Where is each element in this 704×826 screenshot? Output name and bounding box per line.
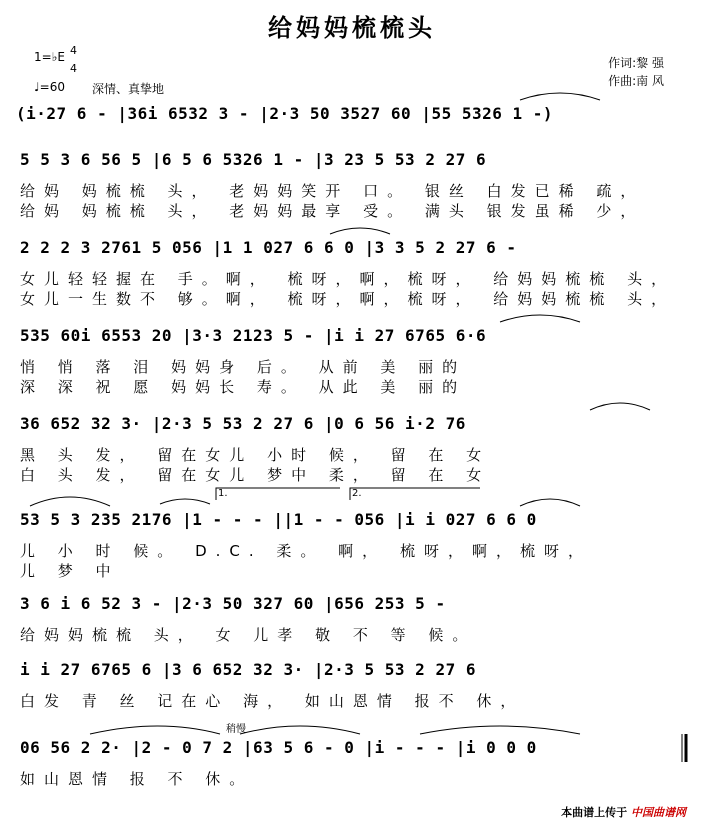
ritardando-mark: 稍慢 bbox=[226, 724, 246, 735]
notation-row-8: 06 56 2 2· |2 - 0 7 2 |63 5 6 - 0 |i - - - |i 0 0 0 bbox=[20, 738, 537, 757]
notation-row-3: 535 60i 6553 20 |3·3 2123 5 - |i i 27 6765 6·6 bbox=[20, 326, 487, 345]
lyric-row-1-verse-2: 给妈 妈梳梳 头， 老妈妈最享 受。 满头 银发虽稀 少， bbox=[20, 202, 645, 220]
ending-bracket bbox=[216, 488, 340, 500]
notation-row-7: i i 27 6765 6 |3 6 652 32 3· |2·3 5 53 2 27 6 bbox=[20, 660, 476, 679]
notation-row-2: 2 2 2 3 2761 5 056 |1 1 027 6 6 0 |3 3 5 2 27 6 - bbox=[20, 238, 517, 257]
slur bbox=[240, 726, 360, 734]
notation-row-intro: (i·27 6 - |36i 6532 3 - |2·3 50 3527 60 |55 5326 1 -) bbox=[16, 104, 554, 123]
tempo-marking: ♩=60 bbox=[34, 80, 65, 94]
notation-row-6: 3 6 i 6 52 3 - |2·3 50 327 60 |656 253 5 - bbox=[20, 594, 446, 613]
lyric-row-5-verse-1: 儿 小 时 候。 D.C. 柔。 啊， 梳呀，啊，梳呀， bbox=[20, 542, 592, 560]
footer-credit bbox=[561, 804, 686, 820]
expression-marking: 深情、真挚地 bbox=[92, 82, 165, 96]
first-ending-mark: 1. bbox=[218, 488, 228, 499]
slur bbox=[30, 497, 110, 506]
ending-bracket bbox=[350, 488, 480, 500]
second-ending-mark: 2. bbox=[352, 488, 362, 499]
notation-row-5: 53 5 3 235 2176 |1 - - - ||1 - - 056 |i i 027 6 6 0 bbox=[20, 510, 537, 529]
time-signature-top: 4 bbox=[70, 44, 77, 57]
lyric-row-1-verse-1: 给妈 妈梳梳 头， 老妈妈笑开 口。 银丝 白发已稀 疏， bbox=[20, 182, 645, 200]
lyric-row-2-verse-2: 女儿一生数不 够。啊， 梳呀，啊，梳呀， 给妈妈梳梳 头， bbox=[20, 290, 676, 308]
slur bbox=[520, 499, 580, 506]
lyric-row-2-verse-1: 女儿轻轻握在 手。啊， 梳呀，啊，梳呀， 给妈妈梳梳 头， bbox=[20, 270, 676, 288]
slur bbox=[90, 726, 220, 734]
lyric-row-8-verse-1: 如山恩情 报 不 休。 bbox=[20, 770, 254, 788]
slur bbox=[500, 315, 580, 322]
upload-text: 本曲谱上传于 bbox=[561, 806, 628, 819]
notation-row-1: 5 5 3 6 56 5 |6 5 6 5326 1 - |3 23 5 53 2 27 6 bbox=[20, 150, 487, 169]
lyric-row-7-verse-1: 白发 青 丝 记在心 海， 如山恩情 报不 休， bbox=[20, 692, 525, 710]
lyric-row-3-verse-2: 深 深 祝 愿 妈妈长 寿。 从此 美 丽的 bbox=[20, 378, 467, 396]
key-signature: 1=♭E bbox=[34, 50, 65, 64]
slur bbox=[590, 403, 650, 410]
slur bbox=[520, 93, 600, 100]
lyric-row-6-verse-1: 给妈妈梳梳 头， 女 儿孝 敬 不 等 候。 bbox=[20, 626, 477, 644]
slur bbox=[420, 726, 580, 734]
slur bbox=[160, 499, 210, 504]
site-logo[interactable]: 中国曲谱网 bbox=[631, 806, 686, 819]
composer: 作曲:南 风 bbox=[608, 74, 664, 88]
slur bbox=[330, 228, 390, 234]
lyric-row-4-verse-2: 白 头 发， 留在女儿 梦中 柔， 留 在 女 bbox=[20, 466, 491, 484]
time-signature-bottom: 4 bbox=[70, 62, 77, 75]
score-title: 给妈妈梳梳头 bbox=[268, 14, 436, 42]
notation-row-4: 36 652 32 3· |2·3 5 53 2 27 6 |0 6 56 i·2 76 bbox=[20, 414, 466, 433]
lyricist: 作词:黎 强 bbox=[608, 56, 664, 70]
lyric-row-4-verse-1: 黑 头 发， 留在女儿 小时 候， 留 在 女 bbox=[20, 446, 491, 464]
lyric-row-3-verse-1: 悄 悄 落 泪 妈妈身 后。 从前 美 丽的 bbox=[20, 358, 467, 376]
lyric-row-5-verse-2: 儿 梦 中 bbox=[20, 562, 120, 580]
